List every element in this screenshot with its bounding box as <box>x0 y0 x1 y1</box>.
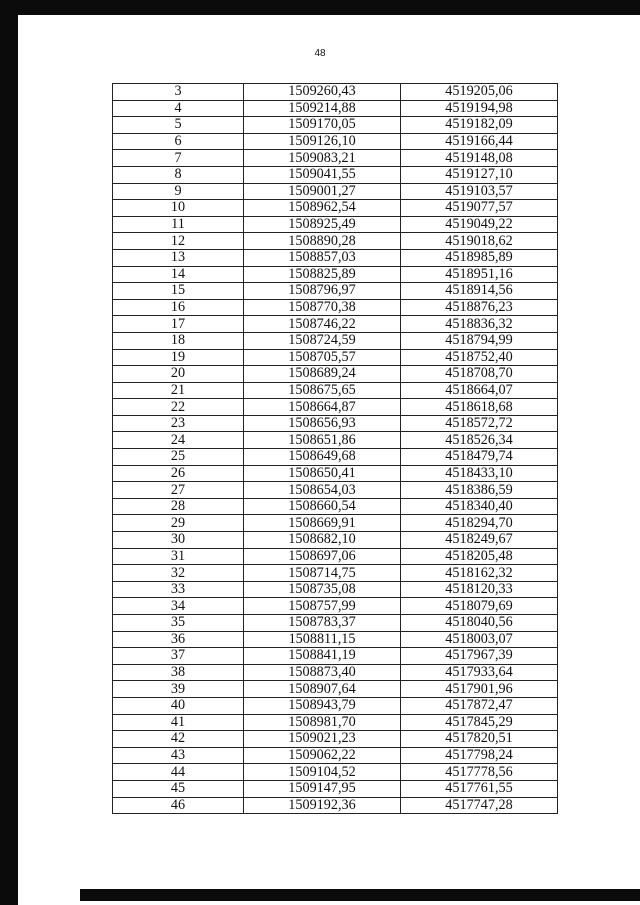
x-coordinate-cell: 1509001,27 <box>244 183 401 200</box>
table-row <box>113 117 558 134</box>
table-row <box>113 515 558 532</box>
x-coordinate-cell: 1508697,06 <box>244 548 401 565</box>
y-coordinate-cell: 4518794,99 <box>401 332 558 349</box>
table-row <box>113 366 558 383</box>
y-coordinate-cell: 4518386,59 <box>401 482 558 499</box>
table-row <box>113 233 558 250</box>
point-number-cell: 25 <box>113 449 244 466</box>
table-row <box>113 183 558 200</box>
y-coordinate-cell: 4518294,70 <box>401 515 558 532</box>
table-row <box>113 399 558 416</box>
point-number-cell: 16 <box>113 299 244 316</box>
point-number-cell: 6 <box>113 133 244 150</box>
x-coordinate-cell: 1508783,37 <box>244 615 401 632</box>
x-coordinate-cell: 1508675,65 <box>244 382 401 399</box>
point-number-cell: 22 <box>113 399 244 416</box>
table-row <box>113 548 558 565</box>
x-coordinate-cell: 1508873,40 <box>244 664 401 681</box>
point-number-cell: 34 <box>113 598 244 615</box>
x-coordinate-cell: 1508669,91 <box>244 515 401 532</box>
x-coordinate-cell: 1509214,88 <box>244 100 401 117</box>
y-coordinate-cell: 4517747,28 <box>401 797 558 814</box>
table-row <box>113 681 558 698</box>
x-coordinate-cell: 1508651,86 <box>244 432 401 449</box>
table-row <box>113 631 558 648</box>
y-coordinate-cell: 4518205,48 <box>401 548 558 565</box>
x-coordinate-cell: 1508660,54 <box>244 498 401 515</box>
table-row <box>113 382 558 399</box>
y-coordinate-cell: 4519205,06 <box>401 84 558 101</box>
x-coordinate-cell: 1508857,03 <box>244 249 401 266</box>
x-coordinate-cell: 1508757,99 <box>244 598 401 615</box>
table-row <box>113 283 558 300</box>
point-number-cell: 3 <box>113 84 244 101</box>
table-row <box>113 299 558 316</box>
x-coordinate-cell: 1508650,41 <box>244 465 401 482</box>
y-coordinate-cell: 4517872,47 <box>401 697 558 714</box>
y-coordinate-cell: 4517967,39 <box>401 648 558 665</box>
table-row <box>113 200 558 217</box>
x-coordinate-cell: 1508981,70 <box>244 714 401 731</box>
point-number-cell: 30 <box>113 532 244 549</box>
point-number-cell: 10 <box>113 200 244 217</box>
page-number: 48 <box>314 48 326 59</box>
scan-border-top <box>0 0 640 15</box>
x-coordinate-cell: 1508825,89 <box>244 266 401 283</box>
point-number-cell: 18 <box>113 332 244 349</box>
x-coordinate-cell: 1509126,10 <box>244 133 401 150</box>
x-coordinate-cell: 1509083,21 <box>244 150 401 167</box>
x-coordinate-cell: 1508735,08 <box>244 581 401 598</box>
y-coordinate-cell: 4519077,57 <box>401 200 558 217</box>
point-number-cell: 41 <box>113 714 244 731</box>
point-number-cell: 28 <box>113 498 244 515</box>
point-number-cell: 14 <box>113 266 244 283</box>
table-row <box>113 216 558 233</box>
x-coordinate-cell: 1509260,43 <box>244 84 401 101</box>
x-coordinate-cell: 1508907,64 <box>244 681 401 698</box>
y-coordinate-cell: 4518914,56 <box>401 283 558 300</box>
table-row <box>113 498 558 515</box>
table-row <box>113 714 558 731</box>
x-coordinate-cell: 1508705,57 <box>244 349 401 366</box>
y-coordinate-cell: 4517778,56 <box>401 764 558 781</box>
y-coordinate-cell: 4518618,68 <box>401 399 558 416</box>
x-coordinate-cell: 1509021,23 <box>244 731 401 748</box>
scan-border-bottom <box>80 889 640 901</box>
x-coordinate-cell: 1508682,10 <box>244 532 401 549</box>
point-number-cell: 40 <box>113 697 244 714</box>
x-coordinate-cell: 1508724,59 <box>244 332 401 349</box>
point-number-cell: 27 <box>113 482 244 499</box>
table-row <box>113 100 558 117</box>
point-number-cell: 46 <box>113 797 244 814</box>
y-coordinate-cell: 4517845,29 <box>401 714 558 731</box>
table-row <box>113 482 558 499</box>
y-coordinate-cell: 4517820,51 <box>401 731 558 748</box>
x-coordinate-cell: 1508654,03 <box>244 482 401 499</box>
x-coordinate-cell: 1508656,93 <box>244 415 401 432</box>
point-number-cell: 36 <box>113 631 244 648</box>
y-coordinate-cell: 4518572,72 <box>401 415 558 432</box>
x-coordinate-cell: 1508649,68 <box>244 449 401 466</box>
y-coordinate-cell: 4518433,10 <box>401 465 558 482</box>
point-number-cell: 38 <box>113 664 244 681</box>
scan-border-left <box>0 0 18 905</box>
x-coordinate-cell: 1509170,05 <box>244 117 401 134</box>
point-number-cell: 32 <box>113 565 244 582</box>
table-row <box>113 432 558 449</box>
y-coordinate-cell: 4519148,08 <box>401 150 558 167</box>
y-coordinate-cell: 4518162,32 <box>401 565 558 582</box>
point-number-cell: 15 <box>113 283 244 300</box>
point-number-cell: 23 <box>113 415 244 432</box>
point-number-cell: 20 <box>113 366 244 383</box>
point-number-cell: 17 <box>113 316 244 333</box>
table-row <box>113 465 558 482</box>
table-row <box>113 565 558 582</box>
x-coordinate-cell: 1508770,38 <box>244 299 401 316</box>
x-coordinate-cell: 1509104,52 <box>244 764 401 781</box>
point-number-cell: 24 <box>113 432 244 449</box>
table-row <box>113 150 558 167</box>
table-row <box>113 731 558 748</box>
x-coordinate-cell: 1509192,36 <box>244 797 401 814</box>
table-row <box>113 415 558 432</box>
x-coordinate-cell: 1509147,95 <box>244 780 401 797</box>
table-row <box>113 332 558 349</box>
y-coordinate-cell: 4518876,23 <box>401 299 558 316</box>
coordinates-table <box>112 83 558 814</box>
x-coordinate-cell: 1508925,49 <box>244 216 401 233</box>
point-number-cell: 42 <box>113 731 244 748</box>
y-coordinate-cell: 4517761,55 <box>401 780 558 797</box>
table-row <box>113 581 558 598</box>
x-coordinate-cell: 1509062,22 <box>244 747 401 764</box>
y-coordinate-cell: 4519127,10 <box>401 166 558 183</box>
x-coordinate-cell: 1508841,19 <box>244 648 401 665</box>
x-coordinate-cell: 1508664,87 <box>244 399 401 416</box>
y-coordinate-cell: 4519103,57 <box>401 183 558 200</box>
table-row <box>113 780 558 797</box>
point-number-cell: 5 <box>113 117 244 134</box>
y-coordinate-cell: 4519166,44 <box>401 133 558 150</box>
x-coordinate-cell: 1508890,28 <box>244 233 401 250</box>
table-row <box>113 316 558 333</box>
table-row <box>113 449 558 466</box>
table-row <box>113 532 558 549</box>
y-coordinate-cell: 4518003,07 <box>401 631 558 648</box>
y-coordinate-cell: 4519049,22 <box>401 216 558 233</box>
point-number-cell: 33 <box>113 581 244 598</box>
point-number-cell: 21 <box>113 382 244 399</box>
table-row <box>113 598 558 615</box>
point-number-cell: 9 <box>113 183 244 200</box>
table-row <box>113 249 558 266</box>
y-coordinate-cell: 4518040,56 <box>401 615 558 632</box>
x-coordinate-cell: 1508796,97 <box>244 283 401 300</box>
y-coordinate-cell: 4518951,16 <box>401 266 558 283</box>
point-number-cell: 11 <box>113 216 244 233</box>
table-row <box>113 747 558 764</box>
table-row <box>113 166 558 183</box>
y-coordinate-cell: 4518985,89 <box>401 249 558 266</box>
y-coordinate-cell: 4518836,32 <box>401 316 558 333</box>
point-number-cell: 43 <box>113 747 244 764</box>
table-row <box>113 697 558 714</box>
point-number-cell: 13 <box>113 249 244 266</box>
table-row <box>113 664 558 681</box>
y-coordinate-cell: 4518526,34 <box>401 432 558 449</box>
point-number-cell: 44 <box>113 764 244 781</box>
x-coordinate-cell: 1509041,55 <box>244 166 401 183</box>
point-number-cell: 4 <box>113 100 244 117</box>
table-row <box>113 84 558 101</box>
y-coordinate-cell: 4519182,09 <box>401 117 558 134</box>
y-coordinate-cell: 4518340,40 <box>401 498 558 515</box>
point-number-cell: 31 <box>113 548 244 565</box>
x-coordinate-cell: 1508714,75 <box>244 565 401 582</box>
point-number-cell: 12 <box>113 233 244 250</box>
point-number-cell: 26 <box>113 465 244 482</box>
x-coordinate-cell: 1508746,22 <box>244 316 401 333</box>
table-row <box>113 133 558 150</box>
y-coordinate-cell: 4518752,40 <box>401 349 558 366</box>
y-coordinate-cell: 4519194,98 <box>401 100 558 117</box>
x-coordinate-cell: 1508943,79 <box>244 697 401 714</box>
x-coordinate-cell: 1508811,15 <box>244 631 401 648</box>
point-number-cell: 8 <box>113 166 244 183</box>
point-number-cell: 7 <box>113 150 244 167</box>
table-row <box>113 349 558 366</box>
table-row <box>113 648 558 665</box>
point-number-cell: 39 <box>113 681 244 698</box>
point-number-cell: 37 <box>113 648 244 665</box>
y-coordinate-cell: 4519018,62 <box>401 233 558 250</box>
y-coordinate-cell: 4517933,64 <box>401 664 558 681</box>
y-coordinate-cell: 4518664,07 <box>401 382 558 399</box>
coordinates-table-body <box>113 84 558 814</box>
y-coordinate-cell: 4518079,69 <box>401 598 558 615</box>
y-coordinate-cell: 4518249,67 <box>401 532 558 549</box>
y-coordinate-cell: 4518708,70 <box>401 366 558 383</box>
x-coordinate-cell: 1508962,54 <box>244 200 401 217</box>
table-row <box>113 266 558 283</box>
y-coordinate-cell: 4518120,33 <box>401 581 558 598</box>
point-number-cell: 29 <box>113 515 244 532</box>
point-number-cell: 35 <box>113 615 244 632</box>
y-coordinate-cell: 4517798,24 <box>401 747 558 764</box>
y-coordinate-cell: 4517901,96 <box>401 681 558 698</box>
table-row <box>113 797 558 814</box>
point-number-cell: 45 <box>113 780 244 797</box>
point-number-cell: 19 <box>113 349 244 366</box>
y-coordinate-cell: 4518479,74 <box>401 449 558 466</box>
table-row <box>113 764 558 781</box>
table-row <box>113 615 558 632</box>
x-coordinate-cell: 1508689,24 <box>244 366 401 383</box>
